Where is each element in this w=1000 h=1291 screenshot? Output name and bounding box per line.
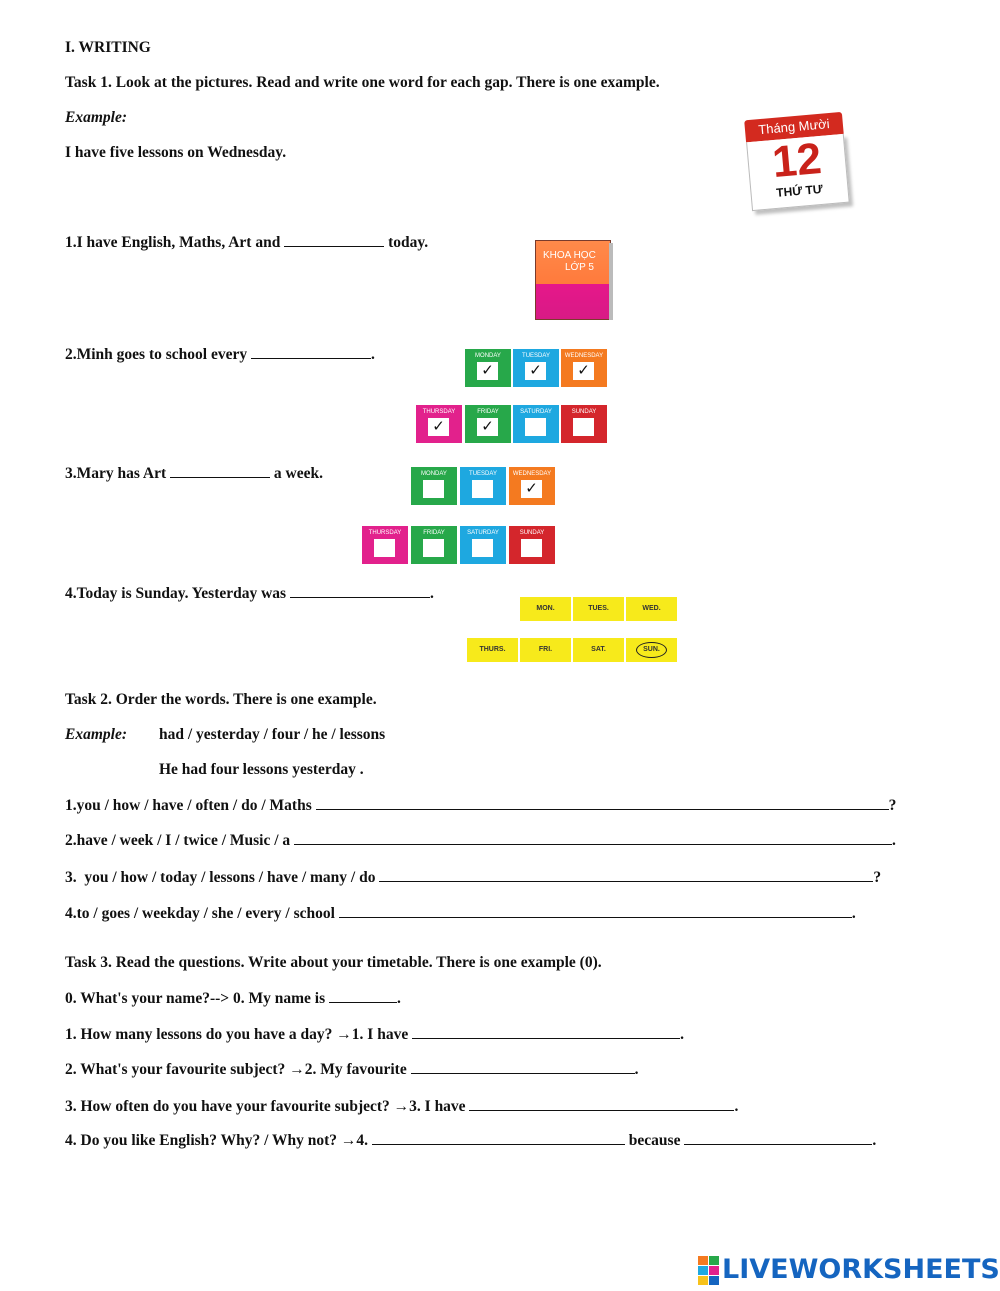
- q3-day-friday: FRIDAY: [411, 526, 457, 564]
- calendar-month: Tháng Mười: [744, 112, 844, 142]
- q2-question: 2. What's your favourite subject?: [65, 1061, 290, 1078]
- science-book-image: [535, 240, 613, 320]
- task2-answer-blank-4[interactable]: [339, 903, 852, 918]
- item-words: have / week / I / twice / Music / a: [76, 832, 291, 849]
- circled-day: SUN.: [636, 642, 667, 658]
- q3-answer-blank[interactable]: [170, 463, 270, 478]
- item-number: 4.: [65, 905, 77, 922]
- q2-day-friday: FRIDAY ✓: [465, 405, 511, 443]
- q3-text-before: Mary has Art: [76, 465, 167, 482]
- check-icon: ✓: [573, 362, 594, 380]
- check-icon: ✓: [477, 418, 498, 436]
- task2-item-3: [65, 867, 881, 888]
- task3-q2: [65, 1059, 638, 1080]
- task1-q3: [65, 463, 323, 484]
- task1-q4: [65, 583, 434, 604]
- q1-end: .: [680, 1026, 684, 1043]
- q1-question: 1. How many lessons do you have a day?: [65, 1026, 337, 1043]
- q2-answer-blank[interactable]: [251, 344, 371, 359]
- task3-answer-blank-4b[interactable]: [684, 1130, 872, 1145]
- q2-day-saturday: SATURDAY: [513, 405, 559, 443]
- item-words: you / how / have / often / do / Maths: [76, 797, 312, 814]
- calendar-day: 12: [770, 133, 824, 188]
- arrow-right-icon: →: [336, 1026, 352, 1043]
- logo-text: LIVEWORKSHEETS: [722, 1254, 1000, 1285]
- task3-title: Task 3. Read the questions. Write about your timetable. There is one example (0).: [65, 954, 602, 971]
- q2-day-tuesday: TUESDAY ✓: [513, 349, 559, 387]
- empty-box: [472, 480, 493, 498]
- check-icon: ✓: [521, 480, 542, 498]
- q1-text-before: I have English, Maths, Art and: [76, 234, 281, 251]
- empty-box: [423, 480, 444, 498]
- q4-text-before: Today is Sunday. Yesterday was: [76, 585, 287, 602]
- q2-day-wednesday: WEDNESDAY ✓: [561, 349, 607, 387]
- q4-number: 4.: [65, 585, 77, 602]
- task3-q0: [65, 988, 401, 1009]
- task2-example-words: had / yesterday / four / he / lessons: [159, 726, 386, 743]
- q2-number: 2.: [65, 346, 77, 363]
- q4-answer-blank[interactable]: [290, 583, 430, 598]
- task3-answer-blank-2[interactable]: [411, 1059, 635, 1074]
- q2-day-monday: MONDAY ✓: [465, 349, 511, 387]
- empty-box: [472, 539, 493, 557]
- task3-q3: [65, 1096, 738, 1117]
- q2-day-sunday: SUNDAY: [561, 405, 607, 443]
- task1-q2: [65, 344, 375, 365]
- q3-day-saturday: SATURDAY: [460, 526, 506, 564]
- item-number: 2.: [65, 832, 77, 849]
- q4-end: .: [872, 1132, 877, 1149]
- task2-answer-blank-2[interactable]: [294, 830, 892, 845]
- q0-end: .: [397, 990, 401, 1007]
- task3-answer-blank-0[interactable]: [329, 988, 397, 1003]
- q3-answer-start: 3. I have: [409, 1098, 466, 1115]
- q2-text-before: Minh goes to school every: [76, 346, 248, 363]
- liveworksheets-logo: [698, 1254, 1000, 1288]
- task3-answer-blank-4a[interactable]: [372, 1130, 625, 1145]
- item-number: 3.: [65, 869, 77, 886]
- q4-question: 4. Do you like English? Why? / Why not?: [65, 1132, 341, 1149]
- q4-text-after: .: [429, 585, 434, 602]
- q4-day-fri: FRI.: [520, 638, 571, 662]
- empty-box: [525, 418, 546, 436]
- item-words: to / goes / weekday / she / every / school: [76, 905, 335, 922]
- task1-q1: [65, 232, 428, 253]
- q3-day-tuesday: TUESDAY: [460, 467, 506, 505]
- q3-question: 3. How often do you have your favourite subject?: [65, 1098, 394, 1115]
- task1-example-label: Example:: [65, 109, 127, 126]
- section-heading: I. WRITING: [65, 39, 151, 56]
- task3-q4: [65, 1130, 876, 1151]
- empty-box: [374, 539, 395, 557]
- q1-answer-start: 1. I have: [351, 1026, 409, 1043]
- task2-example-label: Example:: [65, 726, 127, 743]
- item-words: you / how / today / lessons / have / many / do: [84, 869, 376, 886]
- book-grade: LỚP 5: [565, 262, 594, 273]
- task2-answer-blank-3[interactable]: [379, 867, 873, 882]
- q2-answer-start: 2. My favourite: [304, 1061, 407, 1078]
- q2-day-thursday: THURSDAY ✓: [416, 405, 462, 443]
- check-icon: ✓: [428, 418, 449, 436]
- q3-end: .: [734, 1098, 739, 1115]
- item-end: .: [892, 832, 896, 849]
- task2-item-4: [65, 903, 856, 924]
- check-icon: ✓: [477, 362, 498, 380]
- q1-text-after: today.: [388, 234, 429, 251]
- q4-day-thurs: THURS.: [467, 638, 518, 662]
- task1-title: Task 1. Look at the pictures. Read and write one word for each gap. There is one example.: [65, 74, 660, 91]
- item-end: .: [851, 905, 856, 922]
- q4-day-sat: SAT.: [573, 638, 624, 662]
- arrow-right-icon: →: [289, 1061, 305, 1078]
- q4-day-wed: WED.: [626, 597, 677, 621]
- book-title: KHOA HỌC: [543, 250, 596, 261]
- calendar-weekday: THỨ TƯ: [775, 181, 824, 200]
- q4-day-mon: MON.: [520, 597, 571, 621]
- q4-answer-start: 4.: [356, 1132, 369, 1149]
- task3-answer-blank-1[interactable]: [412, 1024, 680, 1039]
- task3-q1: [65, 1024, 684, 1045]
- empty-box: [521, 539, 542, 557]
- task2-item-2: [65, 830, 896, 851]
- q3-number: 3.: [65, 465, 77, 482]
- q2-text-after: .: [370, 346, 375, 363]
- task2-item-1: [65, 795, 896, 816]
- task2-example-answer: He had four lessons yesterday .: [159, 761, 364, 778]
- empty-box: [423, 539, 444, 557]
- q4-because: because: [628, 1132, 681, 1149]
- item-number: 1.: [65, 797, 77, 814]
- calendar-image: [744, 112, 850, 212]
- q0-text: 0. What's your name?--> 0. My name is: [65, 990, 326, 1007]
- logo-icon: [698, 1254, 720, 1284]
- task1-example-sentence: I have five lessons on Wednesday.: [65, 144, 287, 161]
- task2-title: Task 2. Order the words. There is one example.: [65, 691, 377, 708]
- item-end: ?: [873, 869, 882, 886]
- q1-answer-blank[interactable]: [284, 232, 384, 247]
- q3-text-after: a week.: [273, 465, 323, 482]
- q2-end: .: [634, 1061, 639, 1078]
- empty-box: [573, 418, 594, 436]
- q3-day-wednesday: WEDNESDAY ✓: [509, 467, 555, 505]
- item-end: ?: [888, 797, 897, 814]
- q3-day-sunday: SUNDAY: [509, 526, 555, 564]
- check-icon: ✓: [525, 362, 546, 380]
- task3-answer-blank-3[interactable]: [469, 1096, 734, 1111]
- q4-day-sun: [626, 638, 677, 662]
- arrow-right-icon: →: [393, 1098, 410, 1115]
- arrow-right-icon: →: [340, 1132, 357, 1149]
- q4-day-tues: TUES.: [573, 597, 624, 621]
- task2-answer-blank-1[interactable]: [316, 795, 889, 810]
- q3-day-monday: MONDAY: [411, 467, 457, 505]
- q3-day-thursday: THURSDAY: [362, 526, 408, 564]
- q1-number: 1.: [65, 234, 77, 251]
